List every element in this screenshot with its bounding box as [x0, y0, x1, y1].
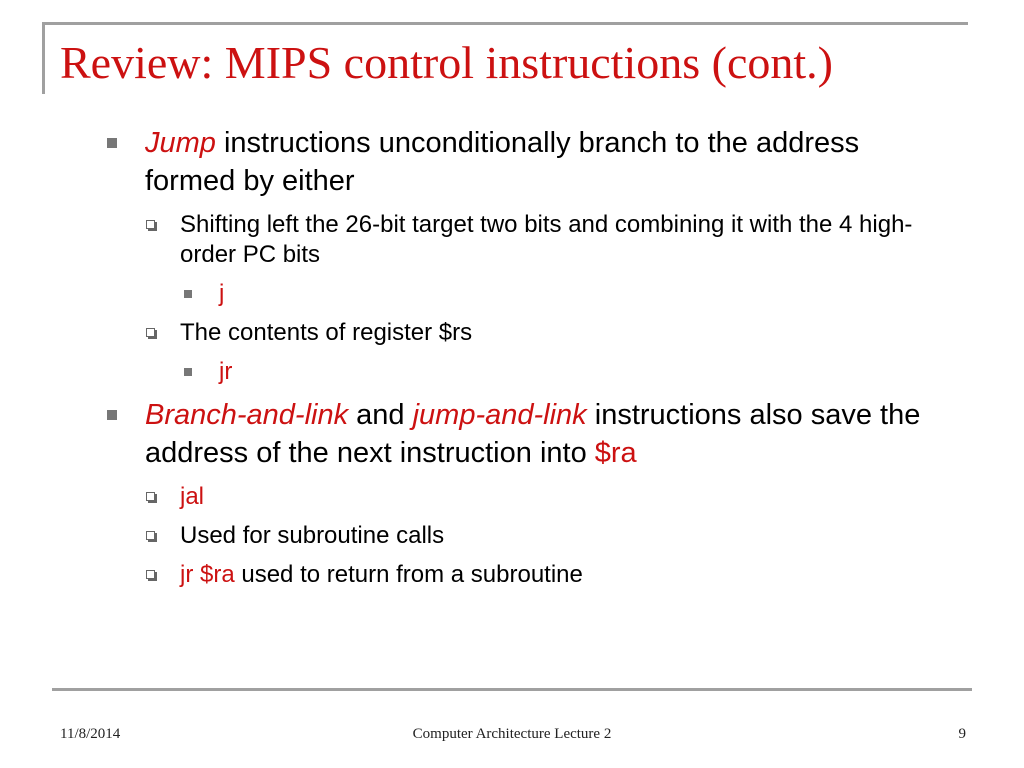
- bullet-text: instructions unconditionally branch to the address formed by either: [145, 127, 860, 197]
- slide-frame-top: [42, 22, 968, 25]
- sub-bullet-return: [180, 560, 940, 590]
- box-bullet-icon: [146, 531, 155, 540]
- bullet-link: [145, 396, 945, 472]
- sub-bullet-shift: [180, 210, 940, 270]
- sub-bullet-text: Shifting left the 26-bit target two bits and combining it with the 4 high-order PC bits: [180, 211, 913, 268]
- square-bullet-icon: [184, 368, 192, 376]
- square-bullet-icon: [184, 290, 192, 298]
- footer-title: Computer Architecture Lecture 2: [412, 726, 612, 742]
- box-bullet-icon: [146, 492, 155, 501]
- sub-bullet-subroutine: [180, 521, 940, 551]
- box-bullet-icon: [146, 328, 155, 337]
- square-bullet-icon: [107, 410, 117, 420]
- sub-bullet-text: used to return from a subroutine: [234, 561, 583, 588]
- instr-j: j: [219, 280, 225, 307]
- and-text: and: [348, 399, 413, 431]
- bullet-text: instructions also save the address of the next instruction into: [145, 399, 921, 469]
- footer-date: 11/8/2014: [60, 726, 121, 742]
- term-jump-and-link: jump-and-link: [412, 399, 587, 431]
- sub-bullet-jal: [180, 482, 940, 512]
- sub-bullet-register: [180, 318, 940, 348]
- term-jump: Jump: [145, 127, 216, 159]
- instr-jr: jr: [219, 358, 233, 385]
- register-ra: $ra: [594, 437, 637, 469]
- instr-jal: jal: [180, 483, 205, 510]
- sub-bullet-text: The contents of register $rs: [180, 319, 473, 346]
- square-bullet-icon: [107, 138, 117, 148]
- sub-bullet-text: Used for subroutine calls: [180, 522, 445, 549]
- bullet-jump: [145, 124, 945, 200]
- box-bullet-icon: [146, 220, 155, 229]
- term-branch-and-link: Branch-and-link: [145, 399, 349, 431]
- sub-sub-bullet-jr: [219, 357, 919, 387]
- sub-sub-bullet-j: [219, 279, 919, 309]
- footer-divider: [52, 688, 972, 691]
- page-number: 9: [958, 726, 966, 742]
- instr-jr-ra: jr $ra: [180, 561, 235, 588]
- slide-title: Review: MIPS control instructions (cont.): [60, 37, 833, 88]
- box-bullet-icon: [146, 570, 155, 579]
- slide-content: [0, 124, 1024, 599]
- slide-frame-left: [42, 22, 45, 94]
